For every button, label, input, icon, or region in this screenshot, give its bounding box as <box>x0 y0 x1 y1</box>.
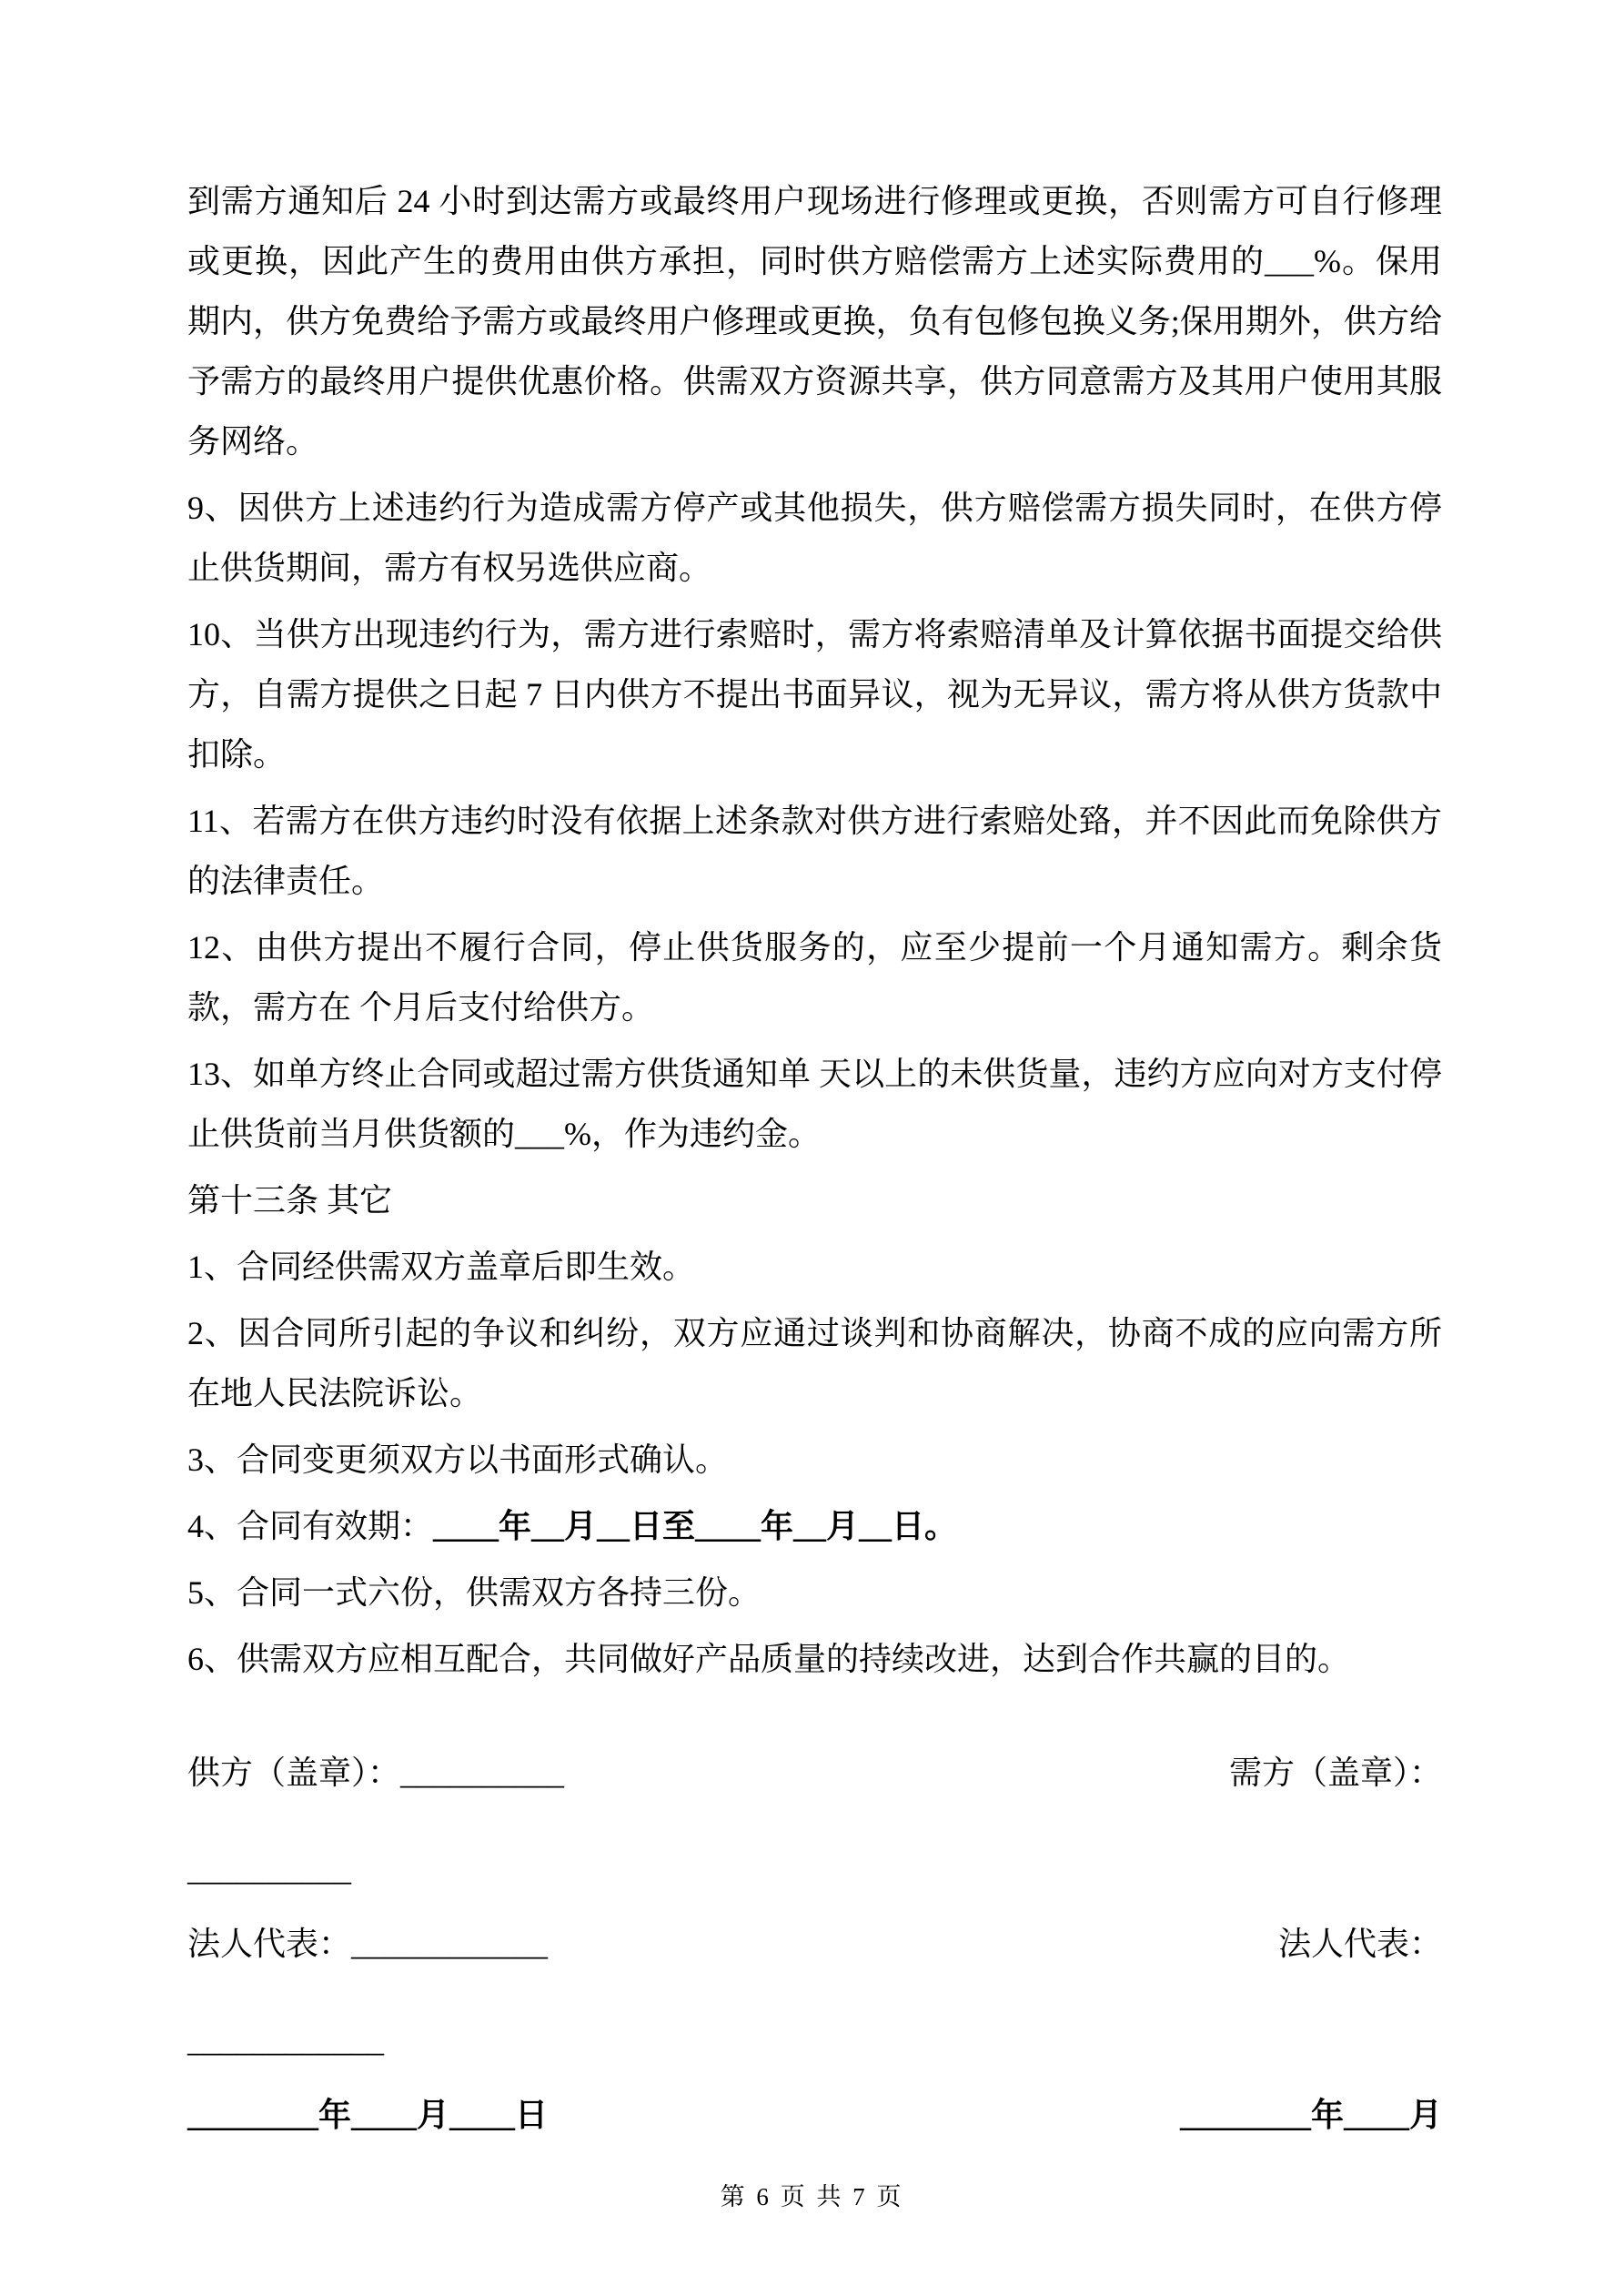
paragraph-item-6: 6、供需双方应相互配合，共同做好产品质量的持续改进，达到合作共赢的目的。 <box>187 1641 1351 1677</box>
paragraph-item-1: 1、合同经供需双方盖章后即生效。 <box>187 1249 696 1285</box>
supplier-date-blank: ________年____月____日 <box>187 2097 549 2133</box>
legal-representative-row <box>187 1918 1442 1969</box>
supplier-representative-label: 法人代表： <box>187 1926 352 1962</box>
buyer-seal-label: 需方（盖章）： <box>1228 1755 1442 1791</box>
supplier-representative <box>187 1918 548 1969</box>
validity-label: 4、合同有效期： <box>187 1508 434 1544</box>
buyer-representative-label: 法人代表： <box>1277 1926 1442 1962</box>
buyer-date-blank: ________年____月 <box>1179 2097 1442 2133</box>
contract-body <box>187 171 1442 2140</box>
supplier-seal-blank: __________ <box>400 1755 565 1791</box>
paragraph-clause-11: 11、若需方在供方违约时没有依据上述条款对供方进行索赔处臵，并不因此而免除供方的法律责任。 <box>187 803 1442 899</box>
paragraph-item-3: 3、合同变更须双方以书面形式确认。 <box>187 1441 729 1478</box>
paragraph-clause-12: 12、由供方提出不履行合同，停止供货服务的，应至少提前一个月通知需方。剩余货款，需方在 个月后支付给供方。 <box>187 929 1442 1026</box>
supplier-seal-label: 供方（盖章）： <box>187 1755 401 1791</box>
paragraph-warranty-continuation: 到需方通知后 24 小时到达需方或最终用户现场进行修理或更换，否则需方可自行修理或更换，因此产生的费用由供方承担，同时供方赔偿需方上述实际费用的___%。保用期内，供方免费给予需方或最终用户修理或更换，负有包修包换义务;保用期外，供方给予需方的最终用户提供优惠价格。供需双方资源共享，供方同意需方及其用户使用其服务网络。 <box>187 183 1442 460</box>
validity-blank-dates: ____年__月__日至____年__月__日。 <box>433 1508 958 1544</box>
buyer-representative <box>1278 1918 1442 1969</box>
paragraph-item-4-validity <box>187 1496 1442 1556</box>
supplier-seal-extra-line-row <box>187 1844 1442 1895</box>
paragraph-clause-10: 10、当供方出现违约行为，需方进行索赔时，需方将索赔清单及计算依据书面提交给供方，自需方提供之日起 7 日内供方不提出书面异议，视为无异议，需方将从供方货款中扣除。 <box>187 616 1442 773</box>
page-number-footer: 第 6 页 共 7 页 <box>720 2183 904 2210</box>
paragraph-clause-13: 13、如单方终止合同或超过需方供货通知单 天以上的未供货量，违约方应向对方支付停止供货前当月供货额的___%，作为违约金。 <box>187 1056 1442 1152</box>
supplier-seal-extra-blank: __________ <box>187 1851 351 1887</box>
paragraph-item-5: 5、合同一式六份，供需双方各持三份。 <box>187 1574 762 1611</box>
signature-block <box>187 1747 1442 2140</box>
buyer-seal <box>1229 1747 1442 1798</box>
supplier-representative-extra-line-row <box>187 2015 1442 2066</box>
supplier-representative-blank: ____________ <box>351 1926 549 1962</box>
paragraph-clause-9: 9、因供方上述违约行为造成需方停产或其他损失，供方赔偿需方损失同时，在供方停止供货期间，需方有权另选供应商。 <box>187 490 1442 586</box>
supplier-seal <box>187 1747 564 1798</box>
date-row <box>187 2089 1442 2140</box>
seal-row <box>187 1747 1442 1798</box>
section-heading-article-13: 第十三条 其它 <box>187 1182 393 1219</box>
supplier-representative-extra-blank: ____________ <box>187 2022 384 2058</box>
paragraph-item-2: 2、因合同所引起的争议和纠纷，双方应通过谈判和协商解决，协商不成的应向需方所在地人民法院诉讼。 <box>187 1315 1442 1411</box>
